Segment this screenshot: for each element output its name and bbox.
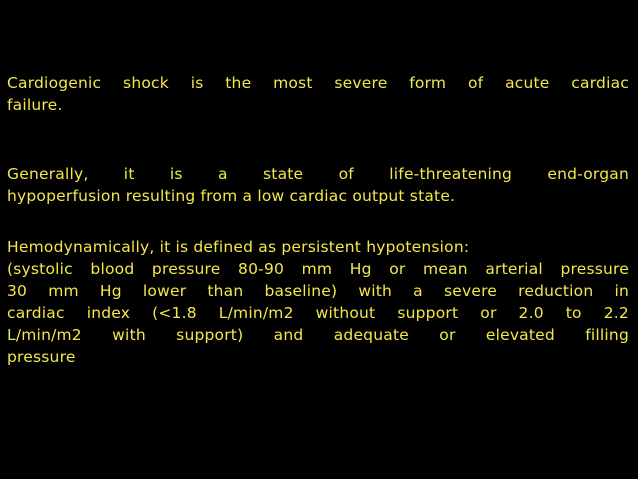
text-line: (systolic blood pressure 80-90 mm Hg or mean arterial pressure	[7, 260, 629, 278]
text-line: failure.	[7, 96, 63, 114]
paragraph-hemodynamic	[7, 236, 629, 368]
text-line: 30 mm Hg lower than baseline) with a severe reduction in	[7, 282, 629, 300]
paragraph-general	[7, 163, 629, 207]
text-line: L/min/m2 with support) and adequate or elevated filling	[7, 326, 629, 344]
paragraph-definition	[7, 72, 629, 116]
text-line: Cardiogenic shock is the most severe form of acute cardiac	[7, 74, 629, 92]
text-line: hypoperfusion resulting from a low cardiac output state.	[7, 187, 456, 205]
text-line: pressure	[7, 348, 76, 366]
text-line: cardiac index (<1.8 L/min/m2 without support or 2.0 to 2.2	[7, 304, 629, 322]
text-line: Generally, it is a state of life-threatening end-organ	[7, 165, 629, 183]
text-line: Hemodynamically, it is defined as persistent hypotension:	[7, 238, 470, 256]
